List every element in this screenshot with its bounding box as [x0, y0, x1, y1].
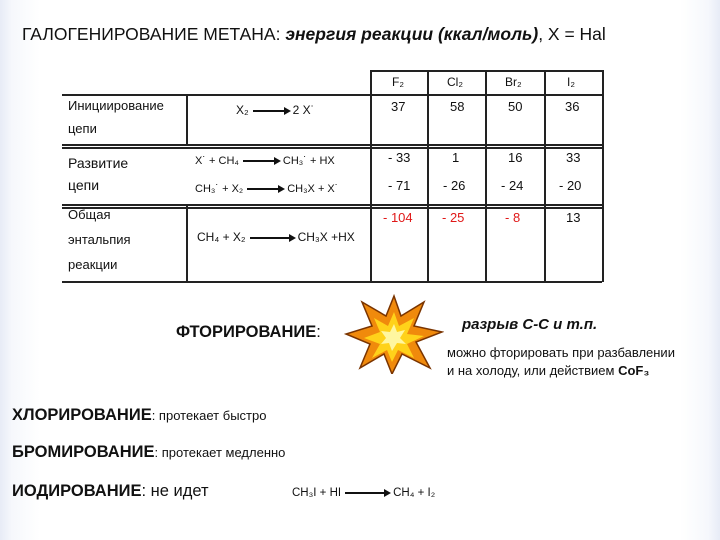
- note-reagent: CoF₃: [618, 363, 650, 378]
- table-rule: [62, 144, 602, 146]
- column-header: Cl₂: [447, 75, 463, 89]
- equation-right: 2 X˙: [292, 103, 315, 117]
- column-header: I₂: [567, 75, 575, 89]
- table-value: - 33: [388, 150, 411, 165]
- row-label: реакции: [68, 257, 118, 272]
- chlorination-text: : протекает быстро: [151, 408, 267, 423]
- table-value: - 25: [442, 210, 465, 225]
- fluorination-colon: :: [316, 323, 321, 341]
- equation-left: X₂: [236, 103, 249, 117]
- table-value: - 71: [388, 178, 411, 193]
- table-value: - 8: [505, 210, 521, 225]
- iodination-text: : не идет: [141, 482, 209, 500]
- table-value: 1: [452, 150, 460, 165]
- equation: [197, 230, 355, 244]
- table-value: 13: [566, 210, 581, 225]
- equation-left: CH₃˙ + X₂: [195, 183, 244, 195]
- note-text: и на холоду, или действием: [447, 363, 619, 378]
- table-divider: [427, 70, 429, 282]
- column-header: Br₂: [505, 75, 522, 89]
- table-value: 58: [450, 99, 465, 114]
- row-label: Развитие: [68, 155, 129, 171]
- arrow-icon: [253, 110, 289, 112]
- table-rule: [62, 281, 602, 283]
- table-value: 16: [508, 150, 523, 165]
- table-value: 50: [508, 99, 523, 114]
- equation-right: CH₃˙ + HX: [282, 155, 335, 167]
- row-label: цепи: [68, 177, 100, 193]
- arrow-icon: [243, 160, 279, 162]
- fluorination-note: [447, 344, 675, 380]
- note-line: [447, 362, 675, 380]
- table-value: - 24: [501, 178, 524, 193]
- equation-right: CH₃X +HX: [297, 230, 355, 244]
- table-divider: [186, 95, 188, 145]
- row-label: энтальпия: [68, 232, 131, 247]
- table-divider: [602, 70, 604, 282]
- row-label: Общая: [68, 207, 111, 222]
- equation: [236, 103, 315, 117]
- arrow-icon: [250, 237, 294, 239]
- page-title: [22, 24, 606, 45]
- table-rule: [62, 204, 602, 206]
- arrow-icon: [345, 492, 389, 494]
- iodination-line: [12, 482, 209, 501]
- chlorination-label: ХЛОРИРОВАНИЕ: [12, 406, 152, 424]
- table-divider: [186, 205, 188, 282]
- bromination-line: [12, 443, 285, 462]
- equation-right: CH₄ + I₂: [393, 487, 436, 499]
- table-value: 37: [391, 99, 406, 114]
- equation: [195, 155, 335, 167]
- table-divider: [544, 70, 546, 282]
- table-rule: [62, 147, 602, 149]
- row-label: Инициирование: [68, 98, 164, 113]
- table-value: - 104: [383, 210, 413, 225]
- table-value: - 20: [559, 178, 582, 193]
- equation-left: CH₃I + HI: [292, 487, 342, 499]
- bromination-label: БРОМИРОВАНИЕ: [12, 443, 155, 461]
- title-main: ГАЛОГЕНИРОВАНИЕ МЕТАНА:: [22, 24, 281, 44]
- table-value: 33: [566, 150, 581, 165]
- table-divider: [370, 70, 372, 282]
- equation-right: CH₃X + X˙: [287, 183, 339, 195]
- iodination-equation: [292, 487, 435, 499]
- title-italic: энергия реакции (ккал/моль): [285, 24, 539, 44]
- equation: [195, 183, 338, 195]
- title-suffix: , X = Hal: [538, 24, 606, 44]
- chlorination-line: [12, 406, 266, 425]
- note-line: можно фторировать при разбавлении: [447, 345, 675, 360]
- column-header: F₂: [392, 75, 404, 89]
- row-label: цепи: [68, 121, 97, 136]
- table-rule: [62, 207, 602, 209]
- equation-left: CH₄ + X₂: [197, 230, 246, 244]
- explosion-icon: [344, 294, 444, 374]
- fluorination-result: разрыв С-С и т.п.: [462, 316, 598, 333]
- arrow-icon: [247, 188, 283, 190]
- fluorination-label: ФТОРИРОВАНИЕ: [176, 323, 317, 341]
- equation-left: X˙ + CH₄: [195, 155, 239, 167]
- fluorination-heading: [176, 323, 321, 342]
- table-rule: [370, 70, 602, 72]
- table-value: - 26: [443, 178, 466, 193]
- table-divider: [485, 70, 487, 282]
- bromination-text: : протекает медленно: [154, 445, 286, 460]
- table-value: 36: [565, 99, 580, 114]
- iodination-label: ИОДИРОВАНИЕ: [12, 482, 142, 500]
